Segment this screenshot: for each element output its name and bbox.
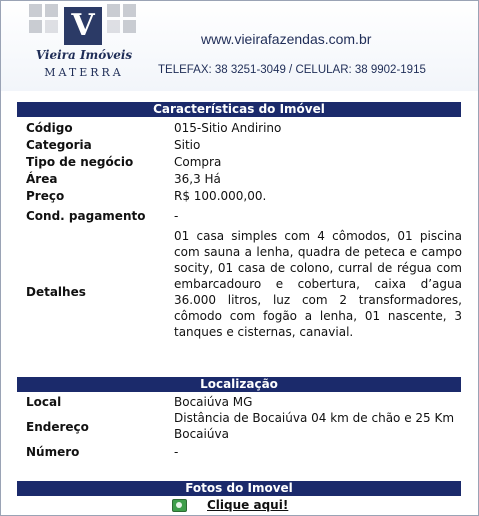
logo-v-mark: V <box>64 7 102 45</box>
label-cond-pagamento: Cond. pagamento <box>26 209 146 223</box>
logo-tile <box>29 4 42 17</box>
brand-subtitle: MATERRA <box>44 66 124 79</box>
label-detalhes: Detalhes <box>26 285 86 299</box>
logo-tile <box>29 20 42 33</box>
label-codigo: Código <box>26 121 73 135</box>
value-cond-pagamento: - <box>174 209 179 223</box>
logo-tile <box>123 4 136 17</box>
logo <box>29 4 139 84</box>
section-caracteristicas-title: Características do Imóvel <box>17 102 461 117</box>
label-area: Área <box>26 172 58 186</box>
brand-name: Vieira Imóveis <box>35 48 133 62</box>
value-local: Bocaiúva MG <box>174 395 253 409</box>
value-codigo: 015-Sitio Andirino <box>174 121 282 135</box>
logo-tile <box>123 20 136 33</box>
section-fotos-title: Fotos do Imovel <box>17 481 461 496</box>
section-localizacao-title: Localização <box>17 377 461 392</box>
value-preco: R$ 100.000,00. <box>174 189 267 203</box>
label-numero: Número <box>26 445 80 459</box>
logo-tile <box>45 20 58 33</box>
header <box>1 1 478 91</box>
value-tipo-negocio: Compra <box>174 155 222 169</box>
value-numero: - <box>174 445 179 459</box>
label-endereco: Endereço <box>26 420 89 434</box>
value-categoria: Sitio <box>174 138 201 152</box>
photo-icon[interactable] <box>172 499 187 512</box>
value-endereco: Distância de Bocaiúva 04 km de chão e 25 Km Bocaiúva <box>174 411 455 441</box>
value-area: 36,3 Há <box>174 172 221 186</box>
label-preco: Preço <box>26 189 65 203</box>
contact-info: TELEFAX: 38 3251-3049 / CELULAR: 38 9902-1915 <box>158 64 426 76</box>
label-local: Local <box>26 395 62 409</box>
label-categoria: Categoria <box>26 138 92 152</box>
site-url: www.vieirafazendas.com.br <box>201 31 372 47</box>
logo-tile <box>107 20 120 33</box>
photos-link[interactable]: Clique aqui! <box>207 498 289 512</box>
logo-tile <box>45 4 58 17</box>
label-tipo-negocio: Tipo de negócio <box>26 155 134 169</box>
value-detalhes: 01 casa simples com 4 cômodos, 01 piscina com sauna a lenha, quadra de peteca e campo socity, 01 casa de colono, curral de régua com embarcadouro e cobertura, caixa d’agua 36.000 litros, luz com 2 transformadores, cômodo com fogão a lenha, 01 nascente, 3 tanques e cisternas, canavial. <box>174 229 462 339</box>
logo-tile <box>107 4 120 17</box>
